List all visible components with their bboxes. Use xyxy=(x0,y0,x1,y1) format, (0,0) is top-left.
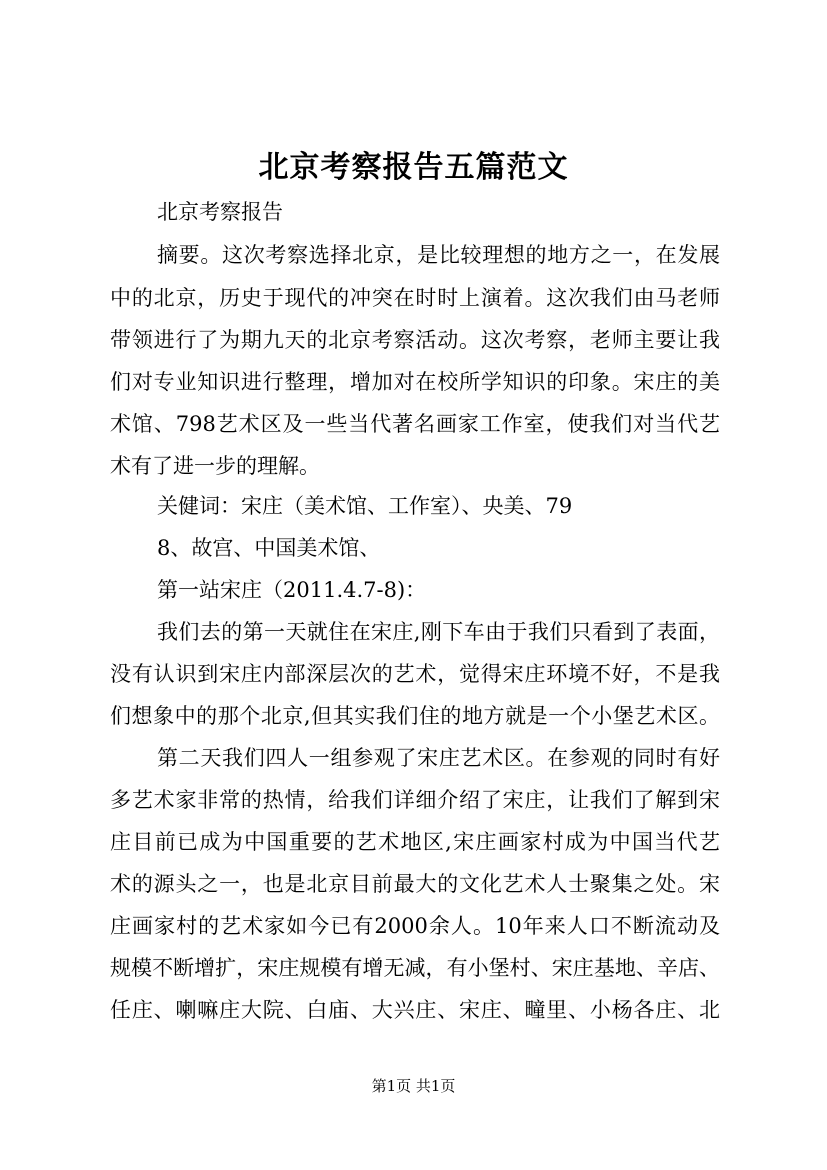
paragraph-line: 摘要。这次考察选择北京，是比较理想的地方之一，在发展 xyxy=(157,243,720,267)
paragraph-line: 没有认识到宋庄内部深层次的艺术，觉得宋庄环境不好，不是我 xyxy=(110,662,720,686)
paragraph-line: 关健词：宋庄（美术馆、工作室）、央美、79 xyxy=(157,494,573,518)
page-footer: 第1页 共1页 xyxy=(371,1077,456,1095)
document-title: 北京考察报告五篇范文 xyxy=(258,150,569,185)
paragraph-line: 庄画家村的艺术家如今已有2000余人。10年来人口不断流动及 xyxy=(110,914,720,938)
paragraph-line: 我们去的第一天就住在宋庄,刚下车由于我们只看到了表面， xyxy=(157,620,720,644)
paragraph-line: 任庄、喇嘛庄大院、白庙、大兴庄、宋庄、疃里、小杨各庄、北 xyxy=(110,998,720,1022)
paragraph-line: 庄目前已成为中国重要的艺术地区,宋庄画家村成为中国当代艺 xyxy=(110,830,720,854)
paragraph-line: 多艺术家非常的热情，给我们详细介绍了宋庄，让我们了解到宋 xyxy=(110,788,720,812)
paragraph-line: 术的源头之一，也是北京目前最大的文化艺术人士聚集之处。宋 xyxy=(110,872,720,896)
paragraph-line: 带领进行了为期九天的北京考察活动。这次考察，老师主要让我 xyxy=(110,328,720,352)
paragraph-line: 们对专业知识进行整理，增加对在校所学知识的印象。宋庄的美 xyxy=(110,370,720,394)
paragraph-line: 术有了进一步的理解。 xyxy=(110,454,320,478)
paragraph-line: 规模不断增扩，宋庄规模有增无减，有小堡村、宋庄基地、辛店、 xyxy=(110,956,720,980)
paragraph-line: 中的北京，历史于现代的冲突在时时上演着。这次我们由马老师 xyxy=(110,286,720,310)
paragraph-line: 8、故宫、中国美术馆、 xyxy=(157,536,381,560)
paragraph-line: 们想象中的那个北京,但其实我们住的地方就是一个小堡艺术区。 xyxy=(110,704,720,728)
paragraph-line: 第二天我们四人一组参观了宋庄艺术区。在参观的同时有好 xyxy=(157,746,720,770)
paragraph-line: 北京考察报告 xyxy=(157,200,283,224)
paragraph-line: 术馆、798艺术区及一些当代著名画家工作室，使我们对当代艺 xyxy=(110,412,720,436)
paragraph-line: 第一站宋庄（2011.4.7-8)： xyxy=(157,578,427,602)
